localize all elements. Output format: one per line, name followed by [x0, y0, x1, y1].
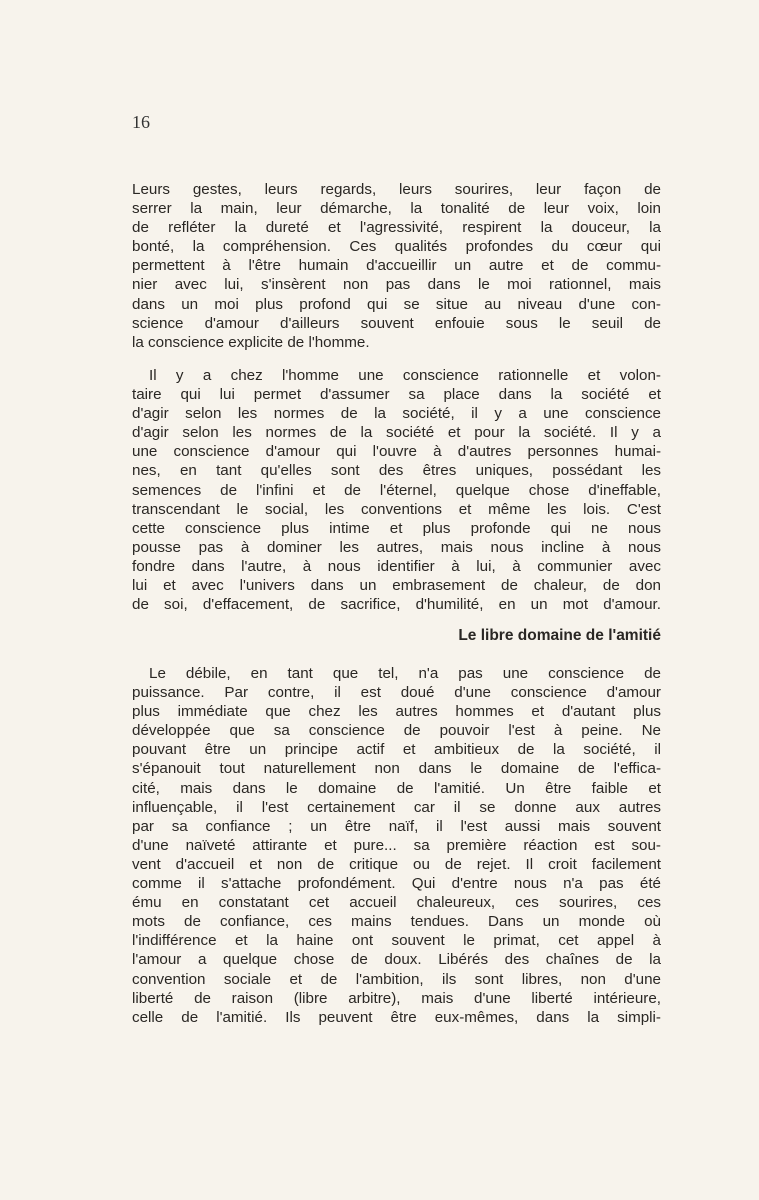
text-line: science d'amour d'ailleurs souvent enfouie sous le seuil de: [132, 314, 661, 332]
paragraph-3: [132, 664, 661, 1027]
text-line: transcendant le social, les conventions et même les lois. C'est: [132, 500, 661, 518]
text-line: cité, mais dans le domaine de l'amitié. Un être faible et: [132, 779, 661, 797]
text-line: s'épanouit tout naturellement non dans le domaine de l'effica-: [132, 760, 661, 778]
text-line: permettent à l'être humain d'accueillir un autre et de commu-: [132, 257, 661, 275]
text-line: d'agir selon les normes de la société et pour la société. Il y a: [132, 424, 661, 442]
text-line: lui et avec l'univers dans un embrasement de chaleur, de don: [132, 577, 661, 595]
paragraph-2: [132, 366, 661, 614]
text-line: l'indifférence et la haine ont souvent le primat, cet appel à: [132, 932, 661, 950]
text-line: la conscience explicite de l'homme.: [132, 333, 370, 351]
text-line: influençable, il l'est certainement car il se donne aux autres: [132, 798, 661, 816]
text-line: d'une naïveté attirante et pure... sa première réaction est sou-: [132, 836, 661, 854]
text-line: Le débile, en tant que tel, n'a pas une conscience de: [149, 665, 661, 682]
text-line: d'agir selon les normes de la société, il y a une conscience: [132, 405, 661, 423]
text-line: taire qui lui permet d'assumer sa place dans la société et: [132, 386, 661, 404]
text-line: nier avec lui, s'insèrent non pas dans le moi rationnel, mais: [132, 276, 661, 294]
paragraph-2-text: [132, 366, 661, 614]
text-line: fondre dans l'autre, à nous identifier à lui, à communier avec: [132, 557, 661, 575]
text-line: convention sociale et de l'ambition, ils sont libres, non d'une: [132, 970, 661, 988]
text-line: ému en constatant cet accueil chaleureux, ces sourires, ces: [132, 894, 661, 912]
text-line: serrer la main, leur démarche, la tonalité de leur voix, loin: [132, 200, 661, 218]
text-line: nes, en tant qu'elles sont des êtres uniques, possédant les: [132, 462, 661, 480]
page-number: 16: [132, 112, 150, 132]
text-line: de refléter la dureté et l'agressivité, respirent la douceur, la: [132, 219, 661, 237]
text-line: pouvant être un principe actif et ambitieux de la société, il: [132, 741, 661, 759]
text-line: l'amour a quelque chose de doux. Libérés des chaînes de la: [132, 951, 661, 969]
text-line: bonté, la compréhension. Ces qualités profondes du cœur qui: [132, 238, 661, 256]
text-line: dans un moi plus profond qui se situe au niveau d'une con-: [132, 295, 661, 313]
text-line: puissance. Par contre, il est doué d'une conscience d'amour: [132, 684, 661, 702]
text-line: par sa confiance ; un être naïf, il l'est aussi mais souvent: [132, 817, 661, 835]
text-line: celle de l'amitié. Ils peuvent être eux-mêmes, dans la simpli-: [132, 1008, 661, 1026]
text-line: plus immédiate que chez les autres hommes et d'autant plus: [132, 703, 661, 721]
text-line: Leurs gestes, leurs regards, leurs sourires, leur façon de: [132, 181, 661, 198]
section-heading: Le libre domaine de l'amitié: [458, 627, 661, 644]
text-line: vent d'accueil et non de critique ou de rejet. Il croit facilement: [132, 855, 661, 873]
text-line: cette conscience plus intime et plus profonde qui ne nous: [132, 519, 661, 537]
paragraph-1-text: [132, 180, 661, 352]
paragraph-1: [132, 180, 661, 352]
paragraph-3-text: [132, 664, 661, 1027]
text-line: de soi, d'effacement, de sacrifice, d'humilité, en un mot d'amour.: [132, 596, 661, 614]
text-line: liberté de raison (libre arbitre), mais d'une liberté intérieure,: [132, 989, 661, 1007]
text-line: une conscience d'amour qui l'ouvre à d'autres personnes humai-: [132, 443, 661, 461]
text-line: pousse pas à dominer les autres, mais nous incline à nous: [132, 538, 661, 556]
text-line: semences de l'infini et de l'éternel, quelque chose d'ineffable,: [132, 481, 661, 499]
text-line: comme il s'attache profondément. Qui d'entre nous n'a pas été: [132, 875, 661, 893]
text-line: Il y a chez l'homme une conscience rationnelle et volon-: [149, 367, 661, 384]
text-line: mots de confiance, ces mains tendues. Dans un monde où: [132, 913, 661, 931]
text-line: développée que sa conscience de pouvoir l'est à peine. Ne: [132, 722, 661, 740]
